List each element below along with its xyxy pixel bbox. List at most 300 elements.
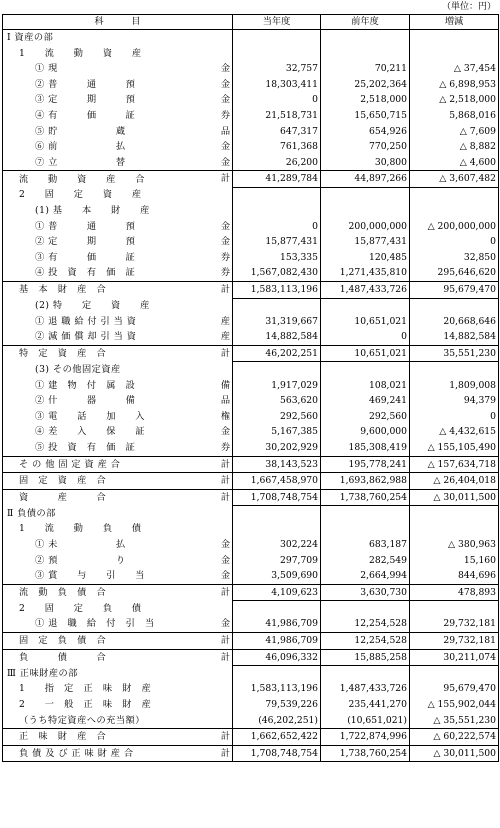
current-year-value: 0 bbox=[233, 219, 321, 235]
account-cell bbox=[3, 108, 233, 124]
current-year-value: 41,289,784 bbox=[233, 171, 321, 188]
previous-year-value: 1,693,862,988 bbox=[321, 473, 410, 490]
account-label: 固 定 負 債 合 bbox=[19, 635, 107, 647]
current-year-value bbox=[233, 203, 321, 219]
account-label: ① 退 職 給 付 引 当 bbox=[35, 618, 155, 630]
table-row bbox=[3, 601, 499, 617]
account-label: (2) 特 定 資 産 bbox=[35, 300, 150, 312]
table-row bbox=[3, 506, 499, 522]
account-cell bbox=[3, 537, 233, 553]
change-value bbox=[410, 666, 499, 682]
current-year-value bbox=[233, 187, 321, 203]
table-row bbox=[3, 203, 499, 219]
current-year-value: 1,662,652,422 bbox=[233, 729, 321, 746]
current-year-value: 563,620 bbox=[233, 393, 321, 409]
change-value bbox=[410, 521, 499, 537]
table-body bbox=[3, 30, 499, 762]
current-year-value: 41,986,709 bbox=[233, 633, 321, 650]
account-cell bbox=[3, 203, 233, 219]
change-value: 94,379 bbox=[410, 393, 499, 409]
account-cell bbox=[3, 61, 233, 77]
change-value: △ 3,607,482 bbox=[410, 171, 499, 188]
change-value: 30,211,074 bbox=[410, 649, 499, 666]
current-year-value: 1,583,113,196 bbox=[233, 681, 321, 697]
subtotal-row bbox=[3, 649, 499, 666]
subtotal-row bbox=[3, 584, 499, 601]
account-label-end: 計 bbox=[220, 458, 230, 470]
change-value: △ 2,518,000 bbox=[410, 92, 499, 108]
account-label: 2 一 般 正 味 財 産 bbox=[19, 698, 152, 710]
previous-year-value: 200,000,000 bbox=[321, 219, 410, 235]
header-account: 科 目 bbox=[3, 15, 233, 30]
account-label: 流 動 負 債 合 bbox=[19, 587, 107, 599]
current-year-value: 32,757 bbox=[233, 61, 321, 77]
account-cell bbox=[3, 329, 233, 345]
account-cell bbox=[3, 649, 233, 666]
account-label: 特 定 資 産 合 bbox=[19, 348, 107, 360]
account-cell bbox=[3, 298, 233, 314]
account-cell bbox=[3, 378, 233, 394]
account-label: ④ 差 入 保 証 bbox=[35, 426, 145, 438]
change-value: △ 60,222,574 bbox=[410, 729, 499, 746]
table-row bbox=[3, 77, 499, 93]
account-label: ② 減 価 償 却 引 当 資 bbox=[35, 331, 137, 343]
account-label: ① 普 通 預 bbox=[35, 220, 136, 232]
change-value: △ 30,011,500 bbox=[410, 745, 499, 762]
current-year-value: 38,143,523 bbox=[233, 456, 321, 473]
account-label-end: 券 bbox=[220, 441, 230, 453]
subtotal-row bbox=[3, 282, 499, 299]
account-label-end: 備 bbox=[220, 379, 230, 391]
change-value: 35,551,230 bbox=[410, 345, 499, 362]
previous-year-value: 235,441,270 bbox=[321, 697, 410, 713]
change-value: 1,809,008 bbox=[410, 378, 499, 394]
previous-year-value: 70,211 bbox=[321, 61, 410, 77]
account-cell bbox=[3, 124, 233, 140]
previous-year-value: 15,650,715 bbox=[321, 108, 410, 124]
previous-year-value: 44,897,266 bbox=[321, 171, 410, 188]
table-row bbox=[3, 697, 499, 713]
account-cell bbox=[3, 77, 233, 93]
account-label: 1 流 動 資 産 bbox=[19, 47, 142, 59]
account-label: ① 退 職 給 付 引 当 資 bbox=[35, 315, 137, 327]
account-cell bbox=[3, 92, 233, 108]
previous-year-value: 770,250 bbox=[321, 139, 410, 155]
subtotal-row bbox=[3, 489, 499, 506]
change-value: △ 157,634,718 bbox=[410, 456, 499, 473]
previous-year-value: 683,187 bbox=[321, 537, 410, 553]
previous-year-value: (10,651,021) bbox=[321, 713, 410, 729]
current-year-value: 0 bbox=[233, 92, 321, 108]
account-label-end: 券 bbox=[220, 251, 230, 263]
current-year-value bbox=[233, 30, 321, 46]
account-label-end: 金 bbox=[220, 570, 230, 582]
table-row bbox=[3, 616, 499, 632]
account-label-end: 産 bbox=[220, 331, 230, 343]
change-value: △ 7,609 bbox=[410, 124, 499, 140]
subtotal-row bbox=[3, 745, 499, 762]
current-year-value: 14,882,584 bbox=[233, 329, 321, 345]
account-cell bbox=[3, 345, 233, 362]
previous-year-value: 1,722,874,996 bbox=[321, 729, 410, 746]
previous-year-value: 0 bbox=[321, 329, 410, 345]
previous-year-value: 2,664,994 bbox=[321, 568, 410, 584]
account-label: ① 現 bbox=[35, 63, 58, 75]
previous-year-value: 10,651,021 bbox=[321, 345, 410, 362]
account-cell bbox=[3, 440, 233, 456]
table-row bbox=[3, 155, 499, 171]
previous-year-value: 1,271,435,810 bbox=[321, 265, 410, 281]
account-cell bbox=[3, 282, 233, 299]
subtotal-row bbox=[3, 171, 499, 188]
table-row bbox=[3, 61, 499, 77]
account-label-end: 金 bbox=[220, 426, 230, 438]
account-cell bbox=[3, 362, 233, 378]
subtotal-row bbox=[3, 729, 499, 746]
change-value: 478,893 bbox=[410, 584, 499, 601]
account-label: (1) 基 本 財 産 bbox=[35, 205, 150, 217]
previous-year-value: 1,487,433,726 bbox=[321, 681, 410, 697]
table-row bbox=[3, 393, 499, 409]
account-label: そ の 他 固 定 資 産 合 bbox=[19, 458, 121, 470]
table-row bbox=[3, 92, 499, 108]
header-current-year: 当年度 bbox=[233, 15, 321, 30]
change-value: 29,732,181 bbox=[410, 633, 499, 650]
account-cell bbox=[3, 616, 233, 632]
change-value: △ 4,600 bbox=[410, 155, 499, 171]
account-label: Ⅲ 正味財産の部 bbox=[7, 667, 78, 679]
current-year-value: 302,224 bbox=[233, 537, 321, 553]
previous-year-value: 1,738,760,254 bbox=[321, 745, 410, 762]
account-label: 流 動 資 産 合 bbox=[19, 173, 145, 185]
account-label: （うち特定資産への充当額） bbox=[19, 714, 145, 726]
account-label: ③ 定 期 預 bbox=[35, 94, 136, 106]
account-label: ② 普 通 預 bbox=[35, 78, 136, 90]
table-row bbox=[3, 666, 499, 682]
account-cell bbox=[3, 745, 233, 762]
change-value: 5,868,016 bbox=[410, 108, 499, 124]
table-row bbox=[3, 219, 499, 235]
change-value: △ 35,551,230 bbox=[410, 713, 499, 729]
table-row bbox=[3, 234, 499, 250]
account-label-end: 金 bbox=[220, 94, 230, 106]
current-year-value: 297,709 bbox=[233, 553, 321, 569]
account-cell bbox=[3, 568, 233, 584]
current-year-value: 21,518,731 bbox=[233, 108, 321, 124]
previous-year-value: 195,778,241 bbox=[321, 456, 410, 473]
account-cell bbox=[3, 666, 233, 682]
previous-year-value: 108,021 bbox=[321, 378, 410, 394]
previous-year-value bbox=[321, 521, 410, 537]
table-row bbox=[3, 521, 499, 537]
account-label-end: 品 bbox=[220, 125, 230, 137]
account-label: ① 未 払 bbox=[35, 539, 126, 550]
account-label: ⑥ 前 払 bbox=[35, 141, 126, 153]
account-cell bbox=[3, 314, 233, 330]
table-row bbox=[3, 424, 499, 440]
account-cell bbox=[3, 171, 233, 188]
subtotal-row bbox=[3, 633, 499, 650]
current-year-value: 1,667,458,970 bbox=[233, 473, 321, 490]
account-cell bbox=[3, 424, 233, 440]
change-value: △ 200,000,000 bbox=[410, 219, 499, 235]
current-year-value: 1,708,748,754 bbox=[233, 489, 321, 506]
change-value: △ 4,432,615 bbox=[410, 424, 499, 440]
account-cell bbox=[3, 250, 233, 266]
account-cell bbox=[3, 409, 233, 425]
account-cell bbox=[3, 234, 233, 250]
current-year-value bbox=[233, 298, 321, 314]
account-cell bbox=[3, 155, 233, 171]
change-value: △ 30,011,500 bbox=[410, 489, 499, 506]
account-cell bbox=[3, 713, 233, 729]
change-value: 0 bbox=[410, 409, 499, 425]
previous-year-value: 25,202,364 bbox=[321, 77, 410, 93]
account-label-end: 計 bbox=[220, 731, 230, 743]
current-year-value: 153,335 bbox=[233, 250, 321, 266]
header-change: 増減 bbox=[410, 15, 499, 30]
subtotal-row bbox=[3, 456, 499, 473]
previous-year-value bbox=[321, 203, 410, 219]
account-label: 1 流 動 負 債 bbox=[19, 523, 142, 535]
account-label-end: 計 bbox=[220, 475, 230, 487]
previous-year-value: 30,800 bbox=[321, 155, 410, 171]
account-label: 基 本 財 産 合 bbox=[19, 284, 107, 296]
account-label: 1 指 定 正 味 財 産 bbox=[19, 683, 152, 695]
current-year-value bbox=[233, 521, 321, 537]
current-year-value: 18,303,411 bbox=[233, 77, 321, 93]
account-label-end: 計 bbox=[220, 635, 230, 647]
previous-year-value: 120,485 bbox=[321, 250, 410, 266]
table-row bbox=[3, 265, 499, 281]
account-label: ⑦ 立 替 bbox=[35, 156, 126, 168]
account-label: ③ 有 価 証 bbox=[35, 251, 136, 263]
account-cell bbox=[3, 219, 233, 235]
change-value bbox=[410, 203, 499, 219]
current-year-value bbox=[233, 362, 321, 378]
previous-year-value: 10,651,021 bbox=[321, 314, 410, 330]
change-value: △ 155,105,490 bbox=[410, 440, 499, 456]
account-label: (3) その他固定資産 bbox=[35, 363, 121, 375]
change-value: 844,696 bbox=[410, 568, 499, 584]
account-label-end: 券 bbox=[220, 267, 230, 279]
account-label: ① 建 物 付 属 設 bbox=[35, 379, 136, 391]
change-value bbox=[410, 298, 499, 314]
account-label-end: 金 bbox=[220, 78, 230, 90]
previous-year-value: 15,885,258 bbox=[321, 649, 410, 666]
account-label: ② 預 り bbox=[35, 554, 126, 566]
previous-year-value bbox=[321, 362, 410, 378]
account-label-end: 計 bbox=[220, 284, 230, 295]
account-cell bbox=[3, 46, 233, 62]
account-label-end: 計 bbox=[220, 347, 230, 359]
account-label: 資 産 合 bbox=[19, 491, 107, 503]
account-label-end: 金 bbox=[220, 539, 230, 550]
account-label-end: 金 bbox=[220, 618, 230, 630]
current-year-value: 1,567,082,430 bbox=[233, 265, 321, 281]
account-label: 2 固 定 資 産 bbox=[19, 189, 142, 201]
table-row bbox=[3, 187, 499, 203]
account-label: ② 什 器 備 bbox=[35, 395, 136, 407]
account-label: 負 債 合 bbox=[19, 651, 107, 663]
change-value bbox=[410, 506, 499, 522]
table-row bbox=[3, 298, 499, 314]
table-row bbox=[3, 250, 499, 266]
change-value: △ 37,454 bbox=[410, 61, 499, 77]
account-label: Ⅰ 資産の部 bbox=[7, 32, 54, 43]
current-year-value: 1,917,029 bbox=[233, 378, 321, 394]
previous-year-value: 185,308,419 bbox=[321, 440, 410, 456]
current-year-value: 647,317 bbox=[233, 124, 321, 140]
account-cell bbox=[3, 633, 233, 650]
current-year-value bbox=[233, 666, 321, 682]
account-label: 固 定 資 産 合 bbox=[19, 475, 107, 487]
table-row bbox=[3, 314, 499, 330]
account-cell bbox=[3, 139, 233, 155]
account-label: 正 味 財 産 合 bbox=[19, 731, 107, 743]
previous-year-value: 15,877,431 bbox=[321, 234, 410, 250]
account-label: 2 固 定 負 債 bbox=[19, 602, 142, 614]
account-label-end: 金 bbox=[220, 141, 230, 153]
change-value: 14,882,584 bbox=[410, 329, 499, 345]
current-year-value: (46,202,251) bbox=[233, 713, 321, 729]
table-row bbox=[3, 440, 499, 456]
current-year-value: 4,109,623 bbox=[233, 584, 321, 601]
account-label: ③ 電 話 加 入 bbox=[35, 410, 145, 422]
change-value: 15,160 bbox=[410, 553, 499, 569]
previous-year-value bbox=[321, 46, 410, 62]
subtotal-row bbox=[3, 345, 499, 362]
account-cell bbox=[3, 601, 233, 617]
unit-label: （単位：円） bbox=[441, 2, 496, 12]
current-year-value bbox=[233, 506, 321, 522]
previous-year-value: 292,560 bbox=[321, 409, 410, 425]
current-year-value: 46,202,251 bbox=[233, 345, 321, 362]
account-cell bbox=[3, 681, 233, 697]
previous-year-value: 654,926 bbox=[321, 124, 410, 140]
table-row bbox=[3, 568, 499, 584]
account-label: ⑤ 貯 蔵 bbox=[35, 125, 126, 137]
change-value bbox=[410, 46, 499, 62]
account-label-end: 金 bbox=[220, 156, 230, 168]
account-label-end: 券 bbox=[220, 109, 230, 121]
change-value: △ 6,898,953 bbox=[410, 77, 499, 93]
previous-year-value bbox=[321, 506, 410, 522]
previous-year-value: 9,600,000 bbox=[321, 424, 410, 440]
account-label: ④ 投 資 有 価 証 bbox=[35, 267, 136, 279]
current-year-value bbox=[233, 601, 321, 617]
current-year-value: 41,986,709 bbox=[233, 616, 321, 632]
table-row bbox=[3, 362, 499, 378]
account-label: ⑤ 投 資 有 価 証 bbox=[35, 441, 136, 453]
table-header-row bbox=[3, 15, 499, 30]
header-previous-year: 前年度 bbox=[321, 15, 410, 30]
current-year-value bbox=[233, 46, 321, 62]
account-label-end: 金 bbox=[220, 236, 230, 248]
account-label-end: 権 bbox=[220, 410, 230, 422]
subtotal-row bbox=[3, 473, 499, 490]
current-year-value: 761,368 bbox=[233, 139, 321, 155]
table-row bbox=[3, 30, 499, 46]
change-value: 95,679,470 bbox=[410, 681, 499, 697]
change-value: 295,646,620 bbox=[410, 265, 499, 281]
change-value: 20,668,646 bbox=[410, 314, 499, 330]
current-year-value: 1,708,748,754 bbox=[233, 745, 321, 762]
account-label-end: 計 bbox=[220, 491, 230, 503]
previous-year-value: 2,518,000 bbox=[321, 92, 410, 108]
previous-year-value bbox=[321, 298, 410, 314]
change-value bbox=[410, 187, 499, 203]
account-label: ② 定 期 預 bbox=[35, 236, 136, 248]
previous-year-value bbox=[321, 601, 410, 617]
table-row bbox=[3, 108, 499, 124]
previous-year-value bbox=[321, 187, 410, 203]
previous-year-value: 3,630,730 bbox=[321, 584, 410, 601]
change-value: 32,850 bbox=[410, 250, 499, 266]
current-year-value: 46,096,332 bbox=[233, 649, 321, 666]
previous-year-value: 12,254,528 bbox=[321, 616, 410, 632]
account-label: Ⅱ 負債の部 bbox=[7, 507, 56, 519]
account-cell bbox=[3, 265, 233, 281]
table-row bbox=[3, 329, 499, 345]
table-row bbox=[3, 46, 499, 62]
current-year-value: 30,202,929 bbox=[233, 440, 321, 456]
account-cell bbox=[3, 729, 233, 746]
account-cell bbox=[3, 521, 233, 537]
change-value: 29,732,181 bbox=[410, 616, 499, 632]
current-year-value: 79,539,226 bbox=[233, 697, 321, 713]
previous-year-value bbox=[321, 666, 410, 682]
table-row bbox=[3, 553, 499, 569]
change-value: △ 26,404,018 bbox=[410, 473, 499, 490]
account-label-end: 計 bbox=[220, 747, 230, 759]
table-row bbox=[3, 409, 499, 425]
current-year-value: 3,509,690 bbox=[233, 568, 321, 584]
table-row bbox=[3, 713, 499, 729]
change-value: 95,679,470 bbox=[410, 282, 499, 299]
change-value: 0 bbox=[410, 234, 499, 250]
change-value: △ 8,882 bbox=[410, 139, 499, 155]
account-label-end: 計 bbox=[220, 586, 230, 598]
account-cell bbox=[3, 553, 233, 569]
account-cell bbox=[3, 456, 233, 473]
current-year-value: 15,877,431 bbox=[233, 234, 321, 250]
account-label-end: 計 bbox=[220, 651, 230, 663]
change-value bbox=[410, 362, 499, 378]
account-label-end: 金 bbox=[220, 63, 230, 75]
account-cell bbox=[3, 187, 233, 203]
table-row bbox=[3, 537, 499, 553]
account-cell bbox=[3, 584, 233, 601]
account-cell bbox=[3, 489, 233, 506]
previous-year-value: 282,549 bbox=[321, 553, 410, 569]
table-row bbox=[3, 124, 499, 140]
table-row bbox=[3, 378, 499, 394]
account-label-end: 金 bbox=[220, 554, 230, 566]
account-label-end: 計 bbox=[220, 173, 230, 185]
account-label-end: 産 bbox=[220, 315, 230, 327]
account-label: ④ 有 価 証 bbox=[35, 109, 136, 121]
table-row bbox=[3, 139, 499, 155]
current-year-value: 31,319,667 bbox=[233, 314, 321, 330]
account-cell bbox=[3, 697, 233, 713]
previous-year-value: 1,487,433,726 bbox=[321, 282, 410, 299]
current-year-value: 26,200 bbox=[233, 155, 321, 171]
current-year-value: 1,583,113,196 bbox=[233, 282, 321, 299]
account-cell bbox=[3, 506, 233, 522]
account-label: ③ 賞 与 引 当 bbox=[35, 570, 145, 582]
change-value bbox=[410, 601, 499, 617]
